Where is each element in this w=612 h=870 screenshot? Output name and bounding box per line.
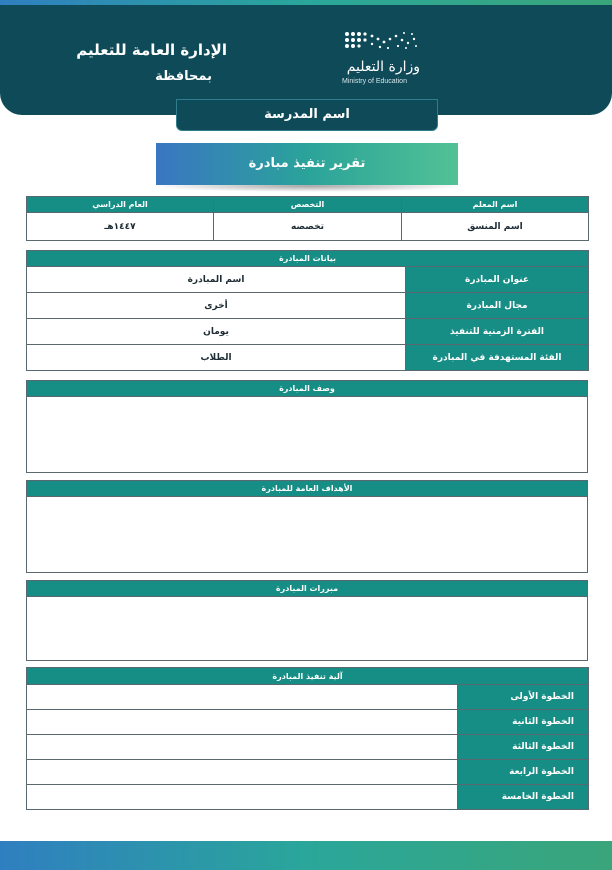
description-section [26, 380, 588, 473]
initiative-field-label: مجال المبادرة [406, 293, 589, 319]
initiative-audience-label: الفئة المستهدفة في المبادرة [406, 345, 589, 371]
specialty-header: التخصص [214, 197, 402, 213]
logo-english-text: Ministry of Education [342, 78, 407, 85]
step-5-label: الخطوة الخامسة [458, 785, 589, 810]
footer-gradient-band [0, 841, 612, 870]
ministry-logo [340, 31, 422, 91]
initiative-period-label: الفترة الزمنية للتنفيذ [406, 319, 589, 345]
academic-year-value: ١٤٤٧هـ [27, 213, 214, 241]
admin-title: الإدارة العامة للتعليم [76, 41, 227, 59]
goals-header: الأهداف العامة للمبادرة [27, 481, 588, 497]
goals-section [26, 480, 588, 573]
step-5-value [27, 785, 458, 810]
implementation-steps-table [26, 667, 589, 810]
report-title: تقرير تنفيذ مبادرة [156, 143, 458, 185]
academic-year-header: العام الدراسي [27, 197, 214, 213]
step-4-value [27, 760, 458, 785]
school-name-box: اسم المدرسة [176, 99, 438, 131]
ministry-logo-icon [342, 31, 420, 53]
initiative-period-value: يومان [27, 319, 406, 345]
initiative-field-value: أخرى [27, 293, 406, 319]
justifications-section [26, 580, 588, 661]
step-4-label: الخطوة الرابعة [458, 760, 589, 785]
initiative-data-title: بيانات المبادرة [27, 251, 589, 267]
logo-arabic-text: وزارة التعليم [346, 59, 420, 75]
step-1-value [27, 685, 458, 710]
specialty-value: تخصصه [214, 213, 402, 241]
initiative-audience-value: الطلاب [27, 345, 406, 371]
teacher-info-table [26, 196, 589, 241]
justifications-header: مبررات المبادرة [27, 581, 588, 597]
initiative-data-table [26, 250, 589, 371]
goals-body [27, 497, 588, 573]
description-header: وصف المبادرة [27, 381, 588, 397]
step-1-label: الخطوة الأولى [458, 685, 589, 710]
initiative-title-value: اسم المبادرة [27, 267, 406, 293]
teacher-name-header: اسم المعلم [402, 197, 589, 213]
steps-title: آلية تنفيذ المبادرة [27, 668, 589, 685]
admin-subtitle: بمحافظة [155, 69, 212, 84]
justifications-body [27, 597, 588, 661]
initiative-title-label: عنوان المبادرة [406, 267, 589, 293]
teacher-name-value: اسم المنسق [402, 213, 589, 241]
step-3-label: الخطوة الثالثة [458, 735, 589, 760]
step-2-label: الخطوة الثانية [458, 710, 589, 735]
step-2-value [27, 710, 458, 735]
step-3-value [27, 735, 458, 760]
description-body [27, 397, 588, 473]
